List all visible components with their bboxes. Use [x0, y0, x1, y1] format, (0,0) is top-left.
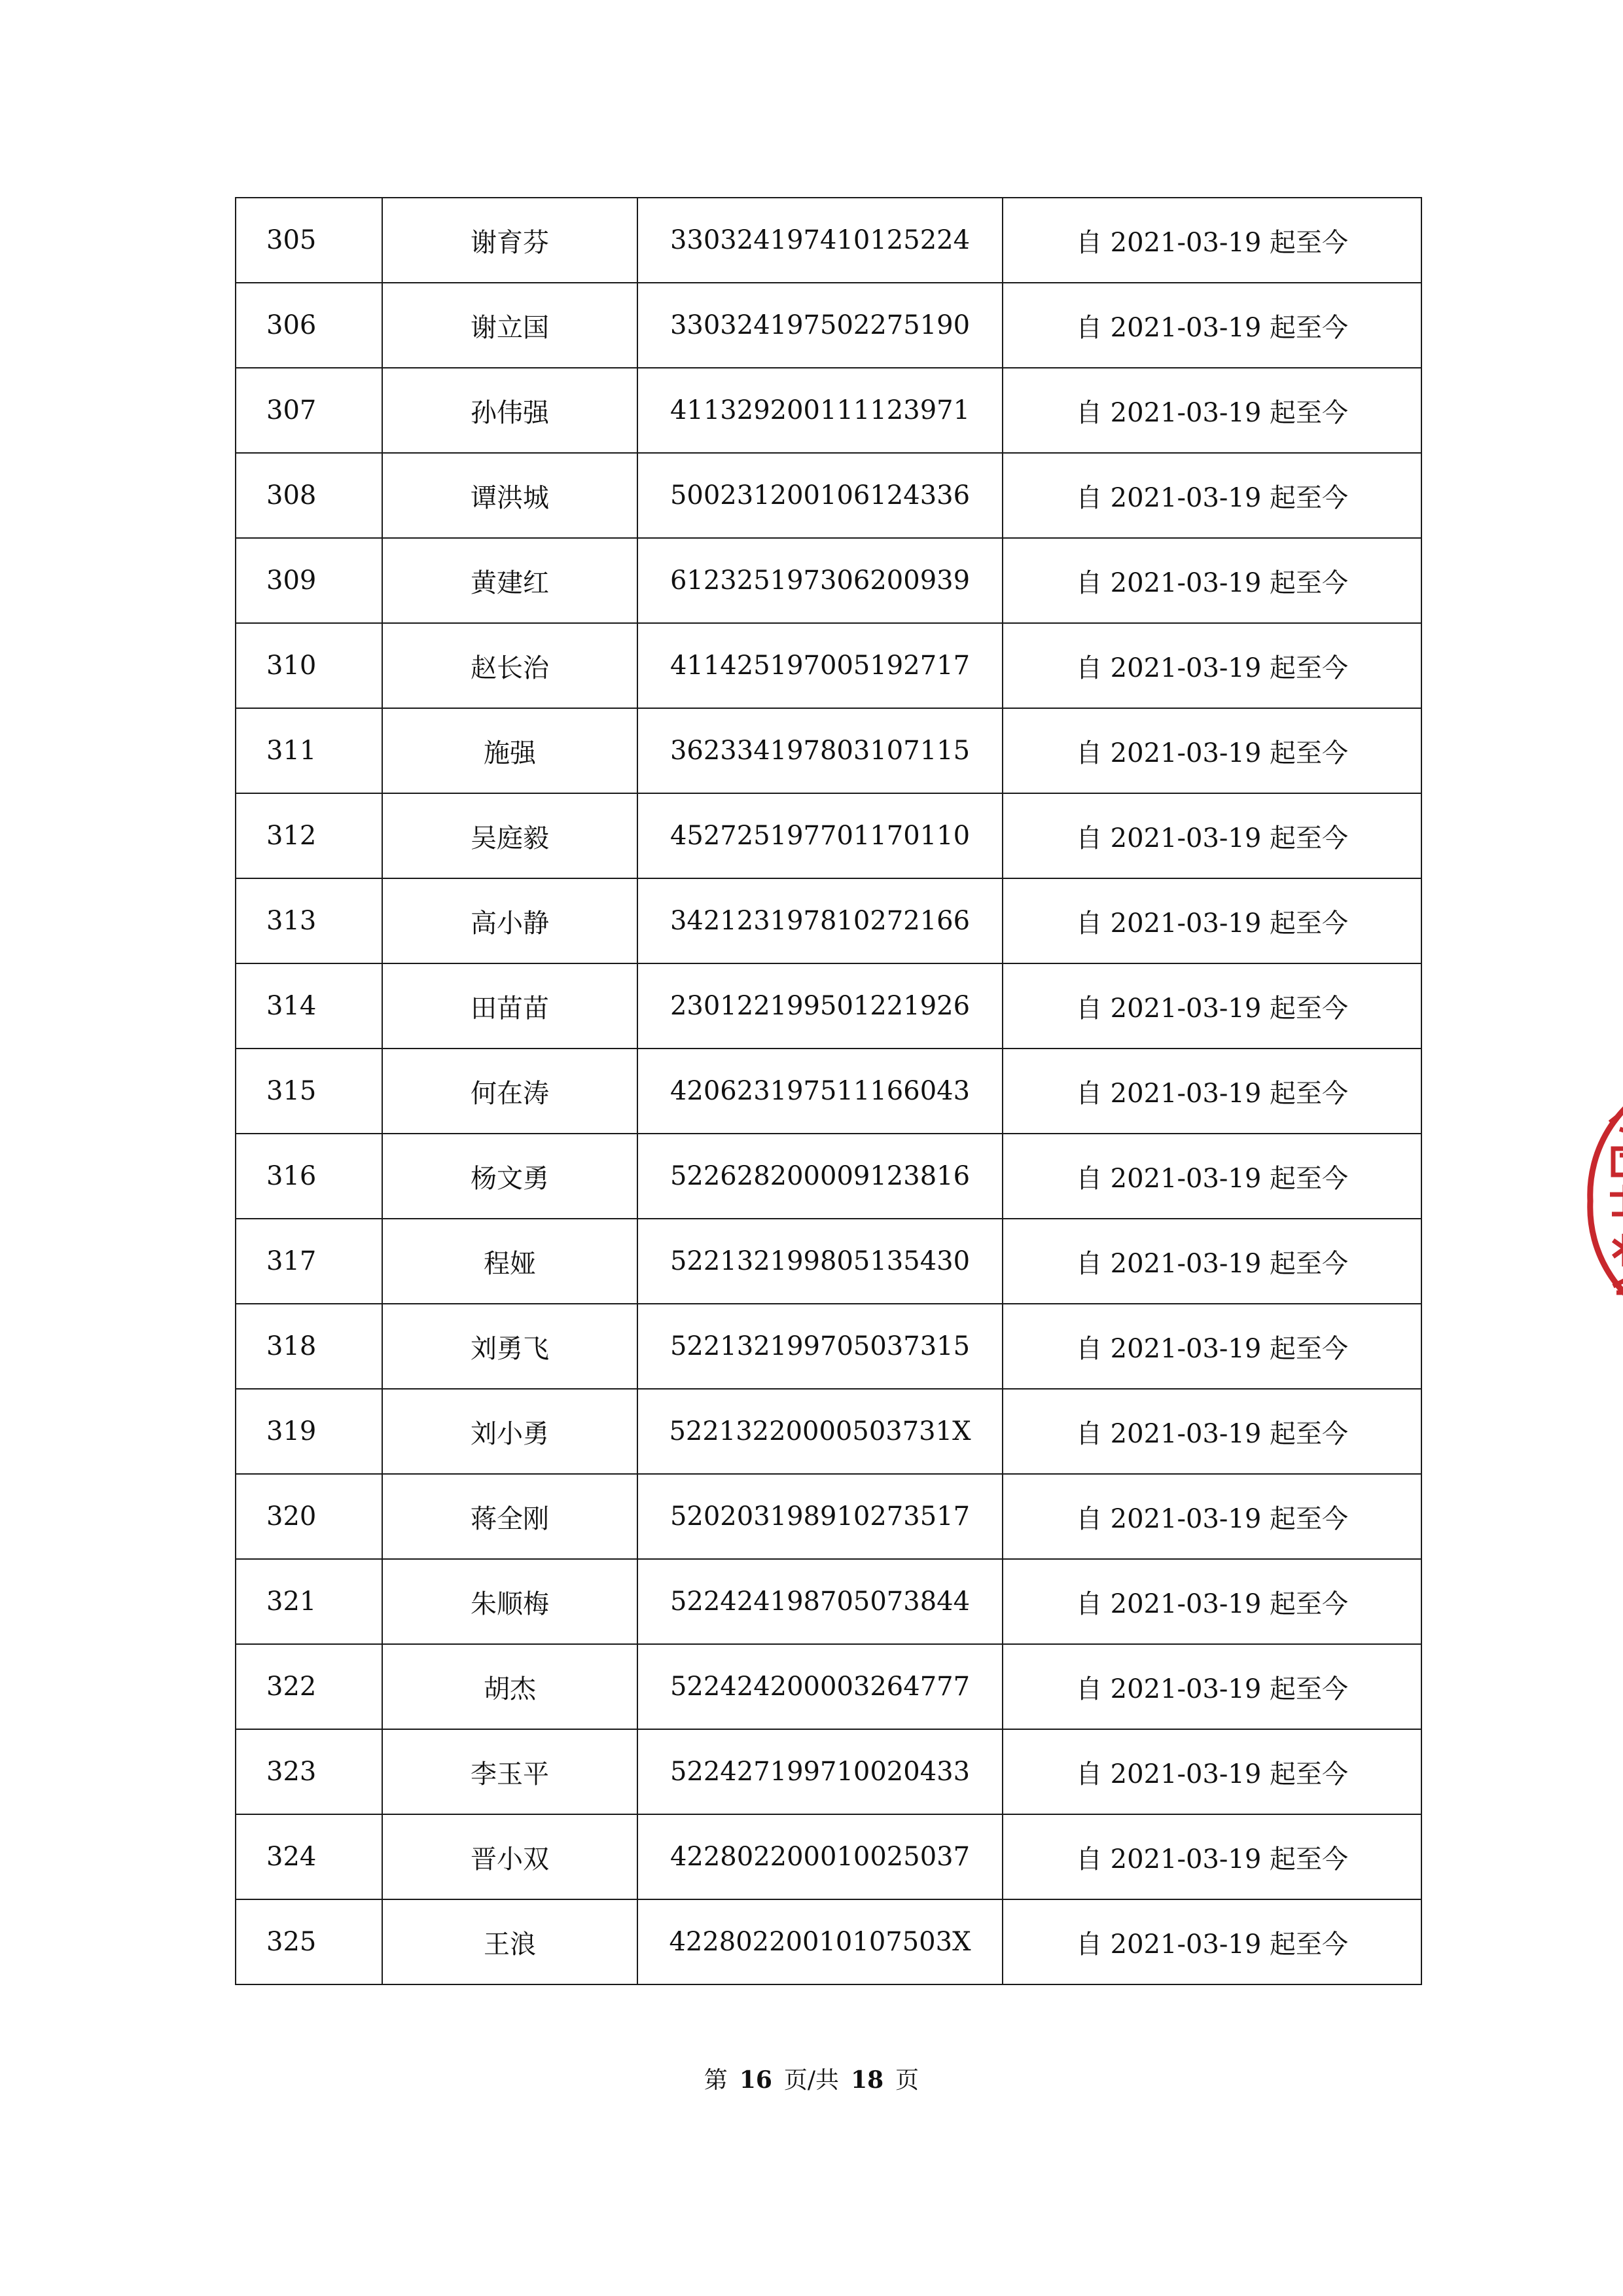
table-row [236, 793, 1421, 878]
row-number: 319 [236, 1389, 382, 1474]
row-number: 323 [236, 1729, 382, 1814]
table-row [236, 368, 1421, 453]
footer-current-page: 16 [739, 2066, 772, 2094]
red-seal-stamp-icon [1574, 1070, 1623, 1332]
person-name: 蒋全刚 [382, 1474, 637, 1559]
table-row [236, 1134, 1421, 1219]
person-name: 田苗苗 [382, 963, 637, 1049]
person-name: 王浪 [382, 1899, 637, 1984]
table-row [236, 1389, 1421, 1474]
person-name: 李玉平 [382, 1729, 637, 1814]
table-row [236, 963, 1421, 1049]
validity-period: 自 2021-03-19 起至今 [1003, 368, 1421, 453]
id-number: 411329200111123971 [637, 368, 1003, 453]
person-name: 刘小勇 [382, 1389, 637, 1474]
person-name: 黄建红 [382, 538, 637, 623]
id-number: 522132199705037315 [637, 1304, 1003, 1389]
id-number: 42280220010107503X [637, 1899, 1003, 1984]
id-number: 612325197306200939 [637, 538, 1003, 623]
table-row [236, 1474, 1421, 1559]
validity-period: 自 2021-03-19 起至今 [1003, 963, 1421, 1049]
id-number: 342123197810272166 [637, 878, 1003, 963]
table-row [236, 453, 1421, 538]
table-row [236, 283, 1421, 368]
validity-period: 自 2021-03-19 起至今 [1003, 1134, 1421, 1219]
row-number: 322 [236, 1644, 382, 1729]
row-number: 308 [236, 453, 382, 538]
person-name: 谢立国 [382, 283, 637, 368]
id-number: 330324197410125224 [637, 198, 1003, 283]
row-number: 306 [236, 283, 382, 368]
validity-period: 自 2021-03-19 起至今 [1003, 1474, 1421, 1559]
row-number: 321 [236, 1559, 382, 1644]
table-row [236, 878, 1421, 963]
validity-period: 自 2021-03-19 起至今 [1003, 198, 1421, 283]
id-number: 522427199710020433 [637, 1729, 1003, 1814]
row-number: 309 [236, 538, 382, 623]
person-name: 胡杰 [382, 1644, 637, 1729]
person-name: 谭洪城 [382, 453, 637, 538]
person-name: 杨文勇 [382, 1134, 637, 1219]
person-name: 高小静 [382, 878, 637, 963]
footer-total-pages: 18 [851, 2066, 884, 2094]
validity-period: 自 2021-03-19 起至今 [1003, 623, 1421, 708]
page-footer [0, 2062, 1623, 2095]
roster-table [235, 197, 1422, 1985]
validity-period: 自 2021-03-19 起至今 [1003, 283, 1421, 368]
validity-period: 自 2021-03-19 起至今 [1003, 1389, 1421, 1474]
validity-period: 自 2021-03-19 起至今 [1003, 1814, 1421, 1899]
row-number: 315 [236, 1049, 382, 1134]
person-name: 何在涛 [382, 1049, 637, 1134]
id-number: 52213220000503731X [637, 1389, 1003, 1474]
validity-period: 自 2021-03-19 起至今 [1003, 1559, 1421, 1644]
validity-period: 自 2021-03-19 起至今 [1003, 1304, 1421, 1389]
row-number: 313 [236, 878, 382, 963]
id-number: 522132199805135430 [637, 1219, 1003, 1304]
person-name: 谢育芬 [382, 198, 637, 283]
row-number: 325 [236, 1899, 382, 1984]
validity-period: 自 2021-03-19 起至今 [1003, 793, 1421, 878]
row-number: 318 [236, 1304, 382, 1389]
row-number: 314 [236, 963, 382, 1049]
row-number: 305 [236, 198, 382, 283]
table-row [236, 1644, 1421, 1729]
id-number: 330324197502275190 [637, 283, 1003, 368]
table-row [236, 1559, 1421, 1644]
validity-period: 自 2021-03-19 起至今 [1003, 1899, 1421, 1984]
validity-period: 自 2021-03-19 起至今 [1003, 1049, 1421, 1134]
person-name: 晋小双 [382, 1814, 637, 1899]
id-number: 522424200003264777 [637, 1644, 1003, 1729]
table-row [236, 1049, 1421, 1134]
table-row [236, 1304, 1421, 1389]
row-number: 320 [236, 1474, 382, 1559]
person-name: 孙伟强 [382, 368, 637, 453]
id-number: 520203198910273517 [637, 1474, 1003, 1559]
person-name: 刘勇飞 [382, 1304, 637, 1389]
table-row [236, 538, 1421, 623]
validity-period: 自 2021-03-19 起至今 [1003, 1729, 1421, 1814]
table-row [236, 708, 1421, 793]
validity-period: 自 2021-03-19 起至今 [1003, 708, 1421, 793]
validity-period: 自 2021-03-19 起至今 [1003, 1219, 1421, 1304]
table-row [236, 1729, 1421, 1814]
id-number: 452725197701170110 [637, 793, 1003, 878]
id-number: 230122199501221926 [637, 963, 1003, 1049]
id-number: 420623197511166043 [637, 1049, 1003, 1134]
row-number: 310 [236, 623, 382, 708]
row-number: 317 [236, 1219, 382, 1304]
person-name: 吴庭毅 [382, 793, 637, 878]
id-number: 500231200106124336 [637, 453, 1003, 538]
id-number: 522628200009123816 [637, 1134, 1003, 1219]
person-name: 程娅 [382, 1219, 637, 1304]
validity-period: 自 2021-03-19 起至今 [1003, 453, 1421, 538]
row-number: 311 [236, 708, 382, 793]
id-number: 362334197803107115 [637, 708, 1003, 793]
footer-middle: 页/共 [783, 2067, 840, 2094]
row-number: 307 [236, 368, 382, 453]
person-name: 赵长治 [382, 623, 637, 708]
seal-glyph-marks [1610, 1109, 1623, 1293]
footer-prefix: 第 [704, 2067, 728, 2094]
person-name: 施强 [382, 708, 637, 793]
footer-suffix: 页 [895, 2067, 919, 2094]
table-row [236, 623, 1421, 708]
row-number: 312 [236, 793, 382, 878]
table-row [236, 1814, 1421, 1899]
validity-period: 自 2021-03-19 起至今 [1003, 1644, 1421, 1729]
validity-period: 自 2021-03-19 起至今 [1003, 538, 1421, 623]
id-number: 422802200010025037 [637, 1814, 1003, 1899]
row-number: 316 [236, 1134, 382, 1219]
table-row [236, 1219, 1421, 1304]
id-number: 522424198705073844 [637, 1559, 1003, 1644]
person-name: 朱顺梅 [382, 1559, 637, 1644]
id-number: 411425197005192717 [637, 623, 1003, 708]
table-row [236, 1899, 1421, 1984]
validity-period: 自 2021-03-19 起至今 [1003, 878, 1421, 963]
row-number: 324 [236, 1814, 382, 1899]
roster-table-body [236, 198, 1421, 1984]
table-row [236, 198, 1421, 283]
